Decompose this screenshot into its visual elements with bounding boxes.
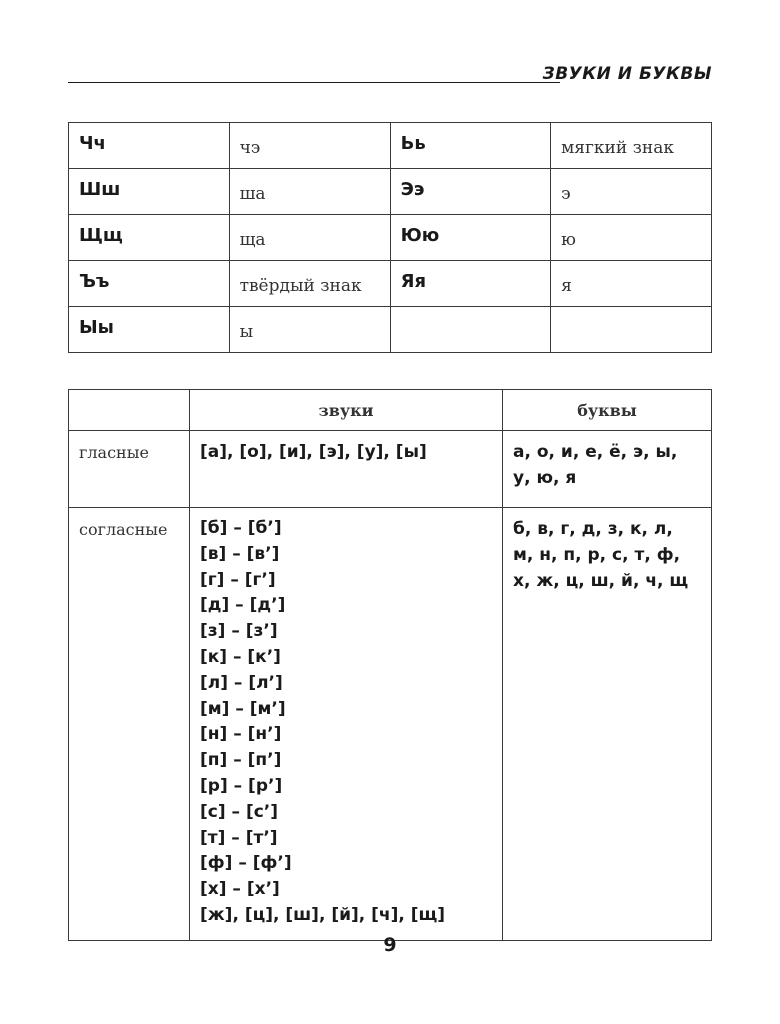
letter-cell: Яя <box>390 261 550 307</box>
letter-name-cell: ща <box>229 215 390 261</box>
consonants-label: согласные <box>69 508 190 941</box>
consonant-pair: [б] – [б’] <box>200 518 282 538</box>
vowels-row <box>69 431 712 508</box>
consonant-pair: [р] – [р’] <box>200 775 283 796</box>
table-header-row <box>69 390 712 431</box>
vowel-letters-line: у, ю, я <box>513 468 577 488</box>
alphabet-table <box>68 122 712 353</box>
sounds-letters-table <box>68 389 712 941</box>
consonant-pair: [ж], [ц], [ш], [й], [ч], [щ] <box>200 904 446 925</box>
consonant-sounds <box>190 508 503 941</box>
letter-cell: Чч <box>69 123 230 169</box>
vowel-sounds: [а], [о], [и], [э], [у], [ы] <box>190 431 503 508</box>
letter-cell: Ъъ <box>69 261 230 307</box>
letter-cell: Шш <box>69 169 230 215</box>
vowel-letters <box>503 431 712 508</box>
header-cell-empty <box>69 390 190 431</box>
table-row <box>69 307 712 353</box>
consonant-letters-line: б, в, г, д, з, к, л, <box>513 519 673 539</box>
letter-name-cell: чэ <box>229 123 390 169</box>
table-row <box>69 215 712 261</box>
header-rule <box>68 82 560 83</box>
letter-name-cell: э <box>551 169 712 215</box>
consonant-pair: [д] – [д’] <box>200 595 286 616</box>
consonant-pair: [к] – [к’] <box>200 646 281 667</box>
vowel-letters-line: а, о, и, е, ё, э, ы, <box>513 442 678 462</box>
consonant-pair: [х] – [х’] <box>200 879 280 900</box>
consonant-pair: [п] – [п’] <box>200 750 282 771</box>
letter-name-cell: ша <box>229 169 390 215</box>
consonant-pair: [т] – [т’] <box>200 827 278 848</box>
consonant-pair: [н] – [н’] <box>200 724 282 745</box>
consonant-pair: [з] – [з’] <box>200 621 278 642</box>
table-row <box>69 261 712 307</box>
table-row <box>69 169 712 215</box>
consonant-pair: [в] – [в’] <box>200 543 280 564</box>
page-number: 9 <box>383 934 397 956</box>
letter-cell: Щщ <box>69 215 230 261</box>
page-header <box>68 64 712 88</box>
letter-name-cell: твёрдый знак <box>229 261 390 307</box>
consonant-pair: [г] – [г’] <box>200 569 276 590</box>
letter-name-cell: я <box>551 261 712 307</box>
consonants-row <box>69 508 712 941</box>
table-row <box>69 123 712 169</box>
letter-cell: Ьь <box>390 123 550 169</box>
letter-cell: Юю <box>390 215 550 261</box>
consonant-letters-line: х, ж, ц, ш, й, ч, щ <box>513 571 689 591</box>
letter-cell: Ээ <box>390 169 550 215</box>
header-cell-letters: буквы <box>503 390 712 431</box>
letter-name-cell <box>551 307 712 353</box>
consonant-pair: [м] – [м’] <box>200 698 286 719</box>
consonant-pair: [с] – [с’] <box>200 801 279 822</box>
consonant-letters-line: м, н, п, р, с, т, ф, <box>513 545 681 565</box>
letter-cell: Ыы <box>69 307 230 353</box>
section-title: ЗВУКИ И БУКВЫ <box>542 64 712 84</box>
consonant-pair: [ф] – [ф’] <box>200 853 292 874</box>
letter-name-cell: ы <box>229 307 390 353</box>
consonant-pair: [л] – [л’] <box>200 672 283 693</box>
letter-cell <box>390 307 550 353</box>
letter-name-cell: мягкий знак <box>551 123 712 169</box>
letter-name-cell: ю <box>551 215 712 261</box>
consonant-letters <box>503 508 712 941</box>
header-cell-sounds: звуки <box>190 390 503 431</box>
vowels-label: гласные <box>69 431 190 508</box>
